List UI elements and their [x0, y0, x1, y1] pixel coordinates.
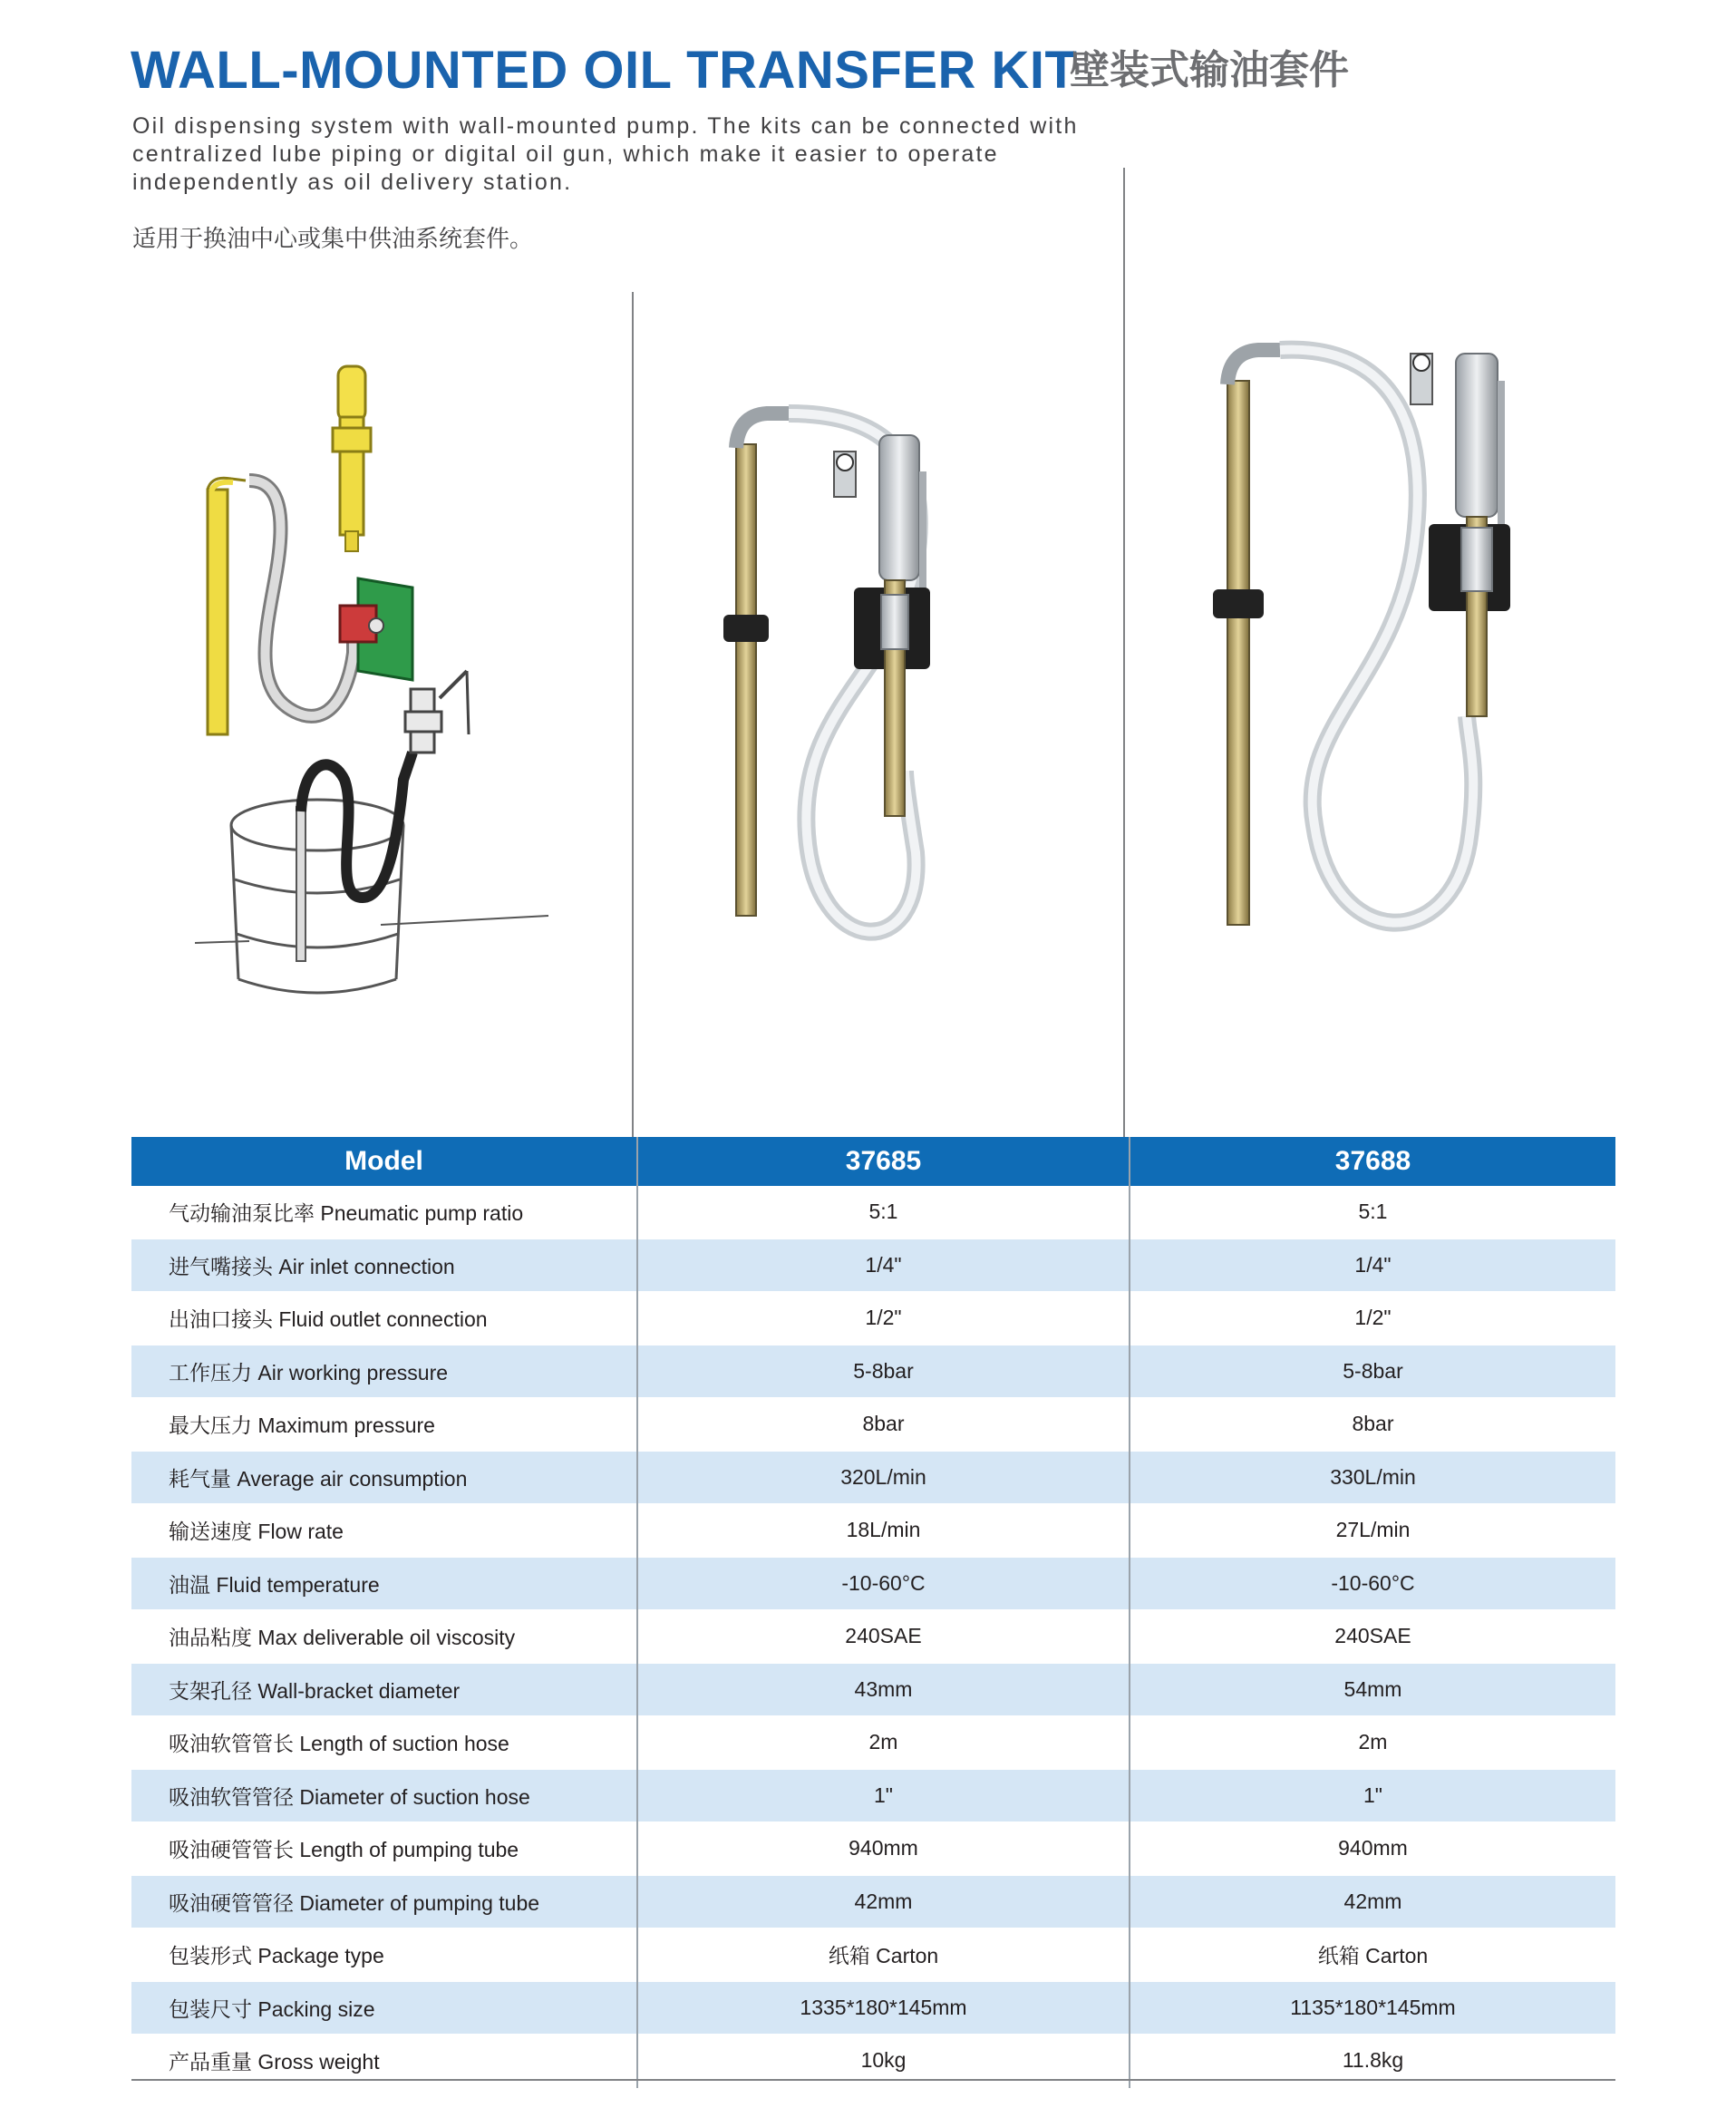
product-image-37685: [698, 381, 1070, 970]
table-row: [131, 1875, 1615, 1928]
spec-value-37685: 240SAE: [637, 1610, 1130, 1664]
table-row: [131, 1239, 1615, 1292]
spec-value-37685: 1335*180*145mm: [637, 1981, 1130, 2035]
spec-value-37688: 54mm: [1130, 1663, 1615, 1716]
spec-value-37685: -10-60°C: [637, 1557, 1130, 1610]
spec-value-37685: 8bar: [637, 1398, 1130, 1452]
spec-value-37688: 5:1: [1130, 1186, 1615, 1239]
description-english: Oil dispensing system with wall-mounted pump. The kits can be connected with centralized lube piping or digital oil gun, which make it easier to operate independently as oil delivery station.: [132, 113, 1079, 195]
column-divider-left: [632, 292, 634, 1137]
table-row: [131, 1398, 1615, 1452]
spec-value-37688: 27L/min: [1130, 1504, 1615, 1558]
spec-value-37688: 940mm: [1130, 1822, 1615, 1876]
spec-label: 输送速度 Flow rate: [169, 1520, 344, 1544]
spec-value-37685: 940mm: [637, 1822, 1130, 1876]
spec-label: 出油口接头 Fluid outlet connection: [169, 1307, 488, 1332]
spec-value-37685: 42mm: [637, 1875, 1130, 1928]
spec-value-37688: 1135*180*145mm: [1130, 1981, 1615, 2035]
spec-label: 吸油软管管长 Length of suction hose: [169, 1732, 509, 1756]
specification-table: [131, 1137, 1615, 2088]
header-37685: 37685: [637, 1137, 1130, 1186]
page-title-chinese: 壁装式输油套件: [1070, 48, 1349, 92]
spec-value-37685: 5-8bar: [637, 1345, 1130, 1398]
description-chinese: 适用于换油中心或集中供油系统套件。: [132, 225, 534, 252]
header-37688: 37688: [1130, 1137, 1615, 1186]
spec-value-37685: 18L/min: [637, 1504, 1130, 1558]
spec-label: 吸油软管管径 Diameter of suction hose: [131, 1769, 637, 1822]
table-row: [131, 1504, 1615, 1558]
spec-value-37688: 2m: [1130, 1716, 1615, 1770]
table-row: [131, 1292, 1615, 1345]
table-row: [131, 1716, 1615, 1770]
spec-label: 油温 Fluid temperature: [131, 1557, 637, 1610]
spec-label: 包装形式 Package type: [169, 1944, 384, 1968]
spec-value-37685: 43mm: [637, 1663, 1130, 1716]
spec-value-37685: 1": [637, 1769, 1130, 1822]
spec-label: 耗气量 Average air consumption: [131, 1451, 637, 1504]
spec-label: 支架孔径 Wall-bracket diameter: [131, 1663, 637, 1716]
spec-value-37688: 330L/min: [1130, 1451, 1615, 1504]
spec-value-37685: 10kg: [637, 2035, 1130, 2088]
spec-value-37688: 5-8bar: [1130, 1345, 1615, 1398]
spec-value-37688: 1/4": [1130, 1239, 1615, 1292]
table-row: [131, 1345, 1615, 1398]
page-title: WALL-MOUNTED OIL TRANSFER KIT: [131, 41, 1078, 100]
spec-label: 吸油硬管管径 Diameter of pumping tube: [131, 1875, 637, 1928]
table-row: [131, 1557, 1615, 1610]
spec-value-37688: -10-60°C: [1130, 1557, 1615, 1610]
spec-label: 工作压力 Air working pressure: [131, 1345, 637, 1398]
spec-label: 进气嘴接头 Air inlet connection: [131, 1239, 637, 1292]
column-divider-right: [1123, 168, 1125, 1137]
spec-value-37688: 11.8kg: [1130, 2035, 1615, 2088]
table-row: [131, 1822, 1615, 1876]
spec-label: 吸油硬管管长 Length of pumping tube: [169, 1838, 519, 1862]
spec-value-37685: 纸箱 Carton: [637, 1928, 1130, 1982]
spec-label: 气动输油泵比率 Pneumatic pump ratio: [169, 1201, 524, 1226]
spec-label: 产品重量 Gross weight: [169, 2050, 380, 2074]
table-row: [131, 1928, 1615, 1982]
header-model: Model: [131, 1137, 637, 1186]
spec-value-37685: 1/4": [637, 1239, 1130, 1292]
spec-value-37688: 240SAE: [1130, 1610, 1615, 1664]
spec-value-37688: 1": [1130, 1769, 1615, 1822]
table-bottom-rule: [131, 2079, 1615, 2081]
spec-value-37685: 5:1: [637, 1186, 1130, 1239]
spec-value-37688: 42mm: [1130, 1875, 1615, 1928]
spec-label: 包装尺寸 Packing size: [131, 1981, 637, 2035]
table-row: [131, 1186, 1615, 1239]
product-image-37688: [1197, 317, 1577, 970]
spec-value-37685: 320L/min: [637, 1451, 1130, 1504]
table-row: [131, 1610, 1615, 1664]
table-header-row: [131, 1137, 1615, 1186]
spec-value-37688: 纸箱 Carton: [1130, 1928, 1615, 1982]
table-row: [131, 1769, 1615, 1822]
table-row: [131, 1451, 1615, 1504]
spec-value-37688: 8bar: [1130, 1398, 1615, 1452]
spec-value-37685: 1/2": [637, 1292, 1130, 1345]
spec-value-37685: 2m: [637, 1716, 1130, 1770]
spec-label: 油品粘度 Max deliverable oil viscosity: [169, 1626, 516, 1650]
spec-value-37688: 1/2": [1130, 1292, 1615, 1345]
table-row: [131, 1663, 1615, 1716]
installation-diagram: [195, 354, 585, 1006]
table-row: [131, 1981, 1615, 2035]
spec-label: 最大压力 Maximum pressure: [169, 1413, 435, 1438]
